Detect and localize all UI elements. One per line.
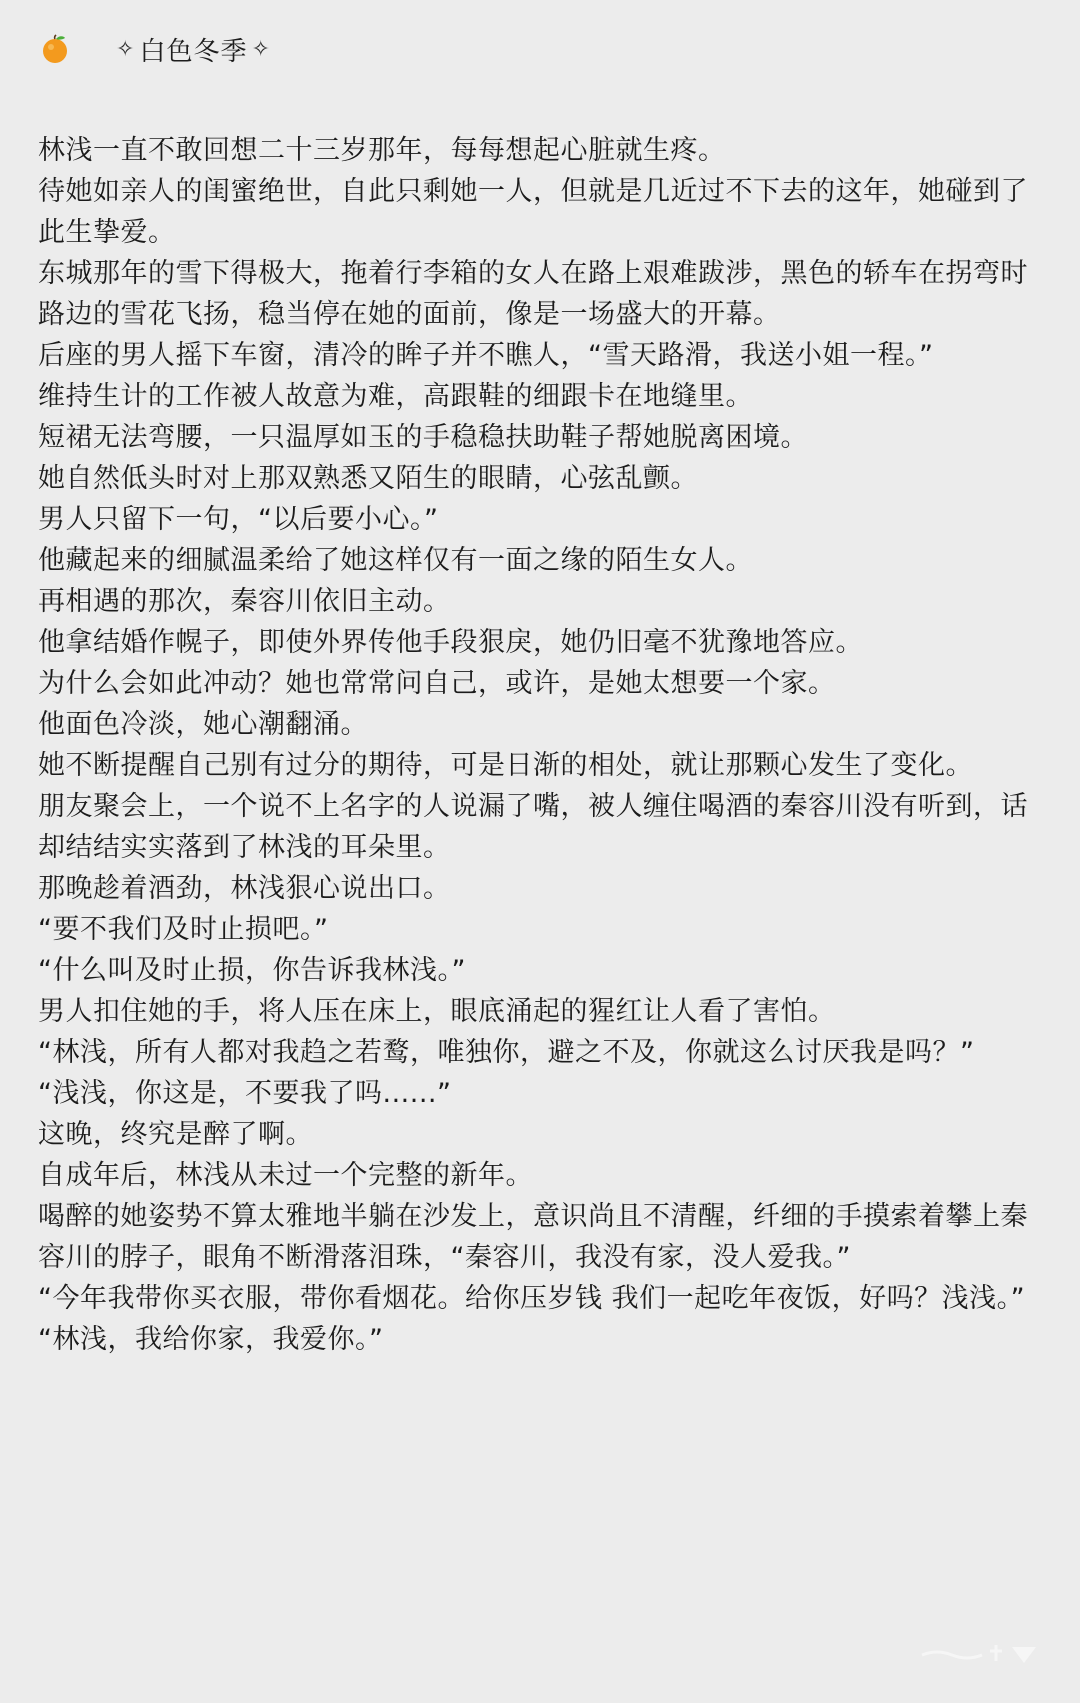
paragraph: 这晚，终究是醉了啊。 <box>38 1119 313 1150</box>
paragraph: 喝醉的她姿势不算太雅地半躺在沙发上，意识尚且不清醒，纤细的手摸索着攀上秦容川的脖子，眼角不断滑落泪珠，“秦容川，我没有家，没人爱我。” <box>38 1201 1028 1273</box>
paragraph: 朋友聚会上，一个说不上名字的人说漏了嘴，被人缠住喝酒的秦容川没有听到，话却结结实实落到了林浅的耳朵里。 <box>38 791 1028 863</box>
paragraph: 维持生计的工作被人故意为难，高跟鞋的细跟卡在地缝里。 <box>38 381 753 412</box>
paragraph: 自成年后，林浅从未过一个完整的新年。 <box>38 1160 533 1191</box>
paragraph: “今年我带你买衣服，带你看烟花。给你压岁钱 我们一起吃年夜饭，好吗？浅浅。” <box>38 1283 1026 1314</box>
paragraph: 他面色冷淡，她心潮翻涌。 <box>38 709 368 740</box>
paragraph: “林浅，所有人都对我趋之若鹜，唯独你，避之不及，你就这么讨厌我是吗？” <box>38 1037 975 1068</box>
paragraph: “浅浅，你这是，不要我了吗......” <box>38 1078 452 1109</box>
paragraph: 她不断提醒自己别有过分的期待，可是日渐的相处，就让那颗心发生了变化。 <box>38 750 973 781</box>
paragraph: 男人扣住她的手，将人压在床上，眼底涌起的猩红让人看了害怕。 <box>38 996 836 1027</box>
paragraph: 再相遇的那次，秦容川依旧主动。 <box>38 586 451 617</box>
paragraph: 林浅一直不敢回想二十三岁那年，每每想起心脏就生疼。 <box>38 135 726 166</box>
paragraph: 待她如亲人的闺蜜绝世，自此只剩她一人，但就是几近过不下去的这年，她碰到了此生挚爱。 <box>38 176 1028 248</box>
sparkle-right-icon: ✧ <box>251 36 271 62</box>
paragraph: “什么叫及时止损，你告诉我林浅。” <box>38 955 466 986</box>
post-header <box>38 26 1028 72</box>
paragraph: “要不我们及时止损吧。” <box>38 914 329 945</box>
sparkle-left-icon: ✧ <box>116 36 136 62</box>
paragraph: 他藏起来的细腻温柔给了她这样仅有一面之缘的陌生女人。 <box>38 545 753 576</box>
paragraph: 短裙无法弯腰，一只温厚如玉的手稳稳扶助鞋子帮她脱离困境。 <box>38 422 808 453</box>
post-body <box>38 130 1028 1360</box>
watermark-logo <box>912 1633 1052 1673</box>
paragraph: 那晚趁着酒劲，林浅狠心说出口。 <box>38 873 451 904</box>
paragraph: “林浅，我给你家，我爱你。” <box>38 1324 384 1355</box>
paragraph: 他拿结婚作幌子，即使外界传他手段狠戾，她仍旧毫不犹豫地答应。 <box>38 627 863 658</box>
paragraph: 为什么会如此冲动？她也常常问自己，或许，是她太想要一个家。 <box>38 668 836 699</box>
paragraph: 东城那年的雪下得极大，拖着行李箱的女人在路上艰难跋涉，黑色的轿车在拐弯时路边的雪花飞扬，稳当停在她的面前，像是一场盛大的开幕。 <box>38 258 1028 330</box>
orange-fruit-icon <box>40 34 70 64</box>
paragraph: 后座的男人摇下车窗，清冷的眸子并不瞧人，“雪天路滑，我送小姐一程。” <box>38 340 934 371</box>
post-title <box>112 31 275 68</box>
post-title-text: 白色冬季 <box>139 36 248 67</box>
paragraph: 她自然低头时对上那双熟悉又陌生的眼睛，心弦乱颤。 <box>38 463 698 494</box>
paragraph: 男人只留下一句，“以后要小心。” <box>38 504 439 535</box>
